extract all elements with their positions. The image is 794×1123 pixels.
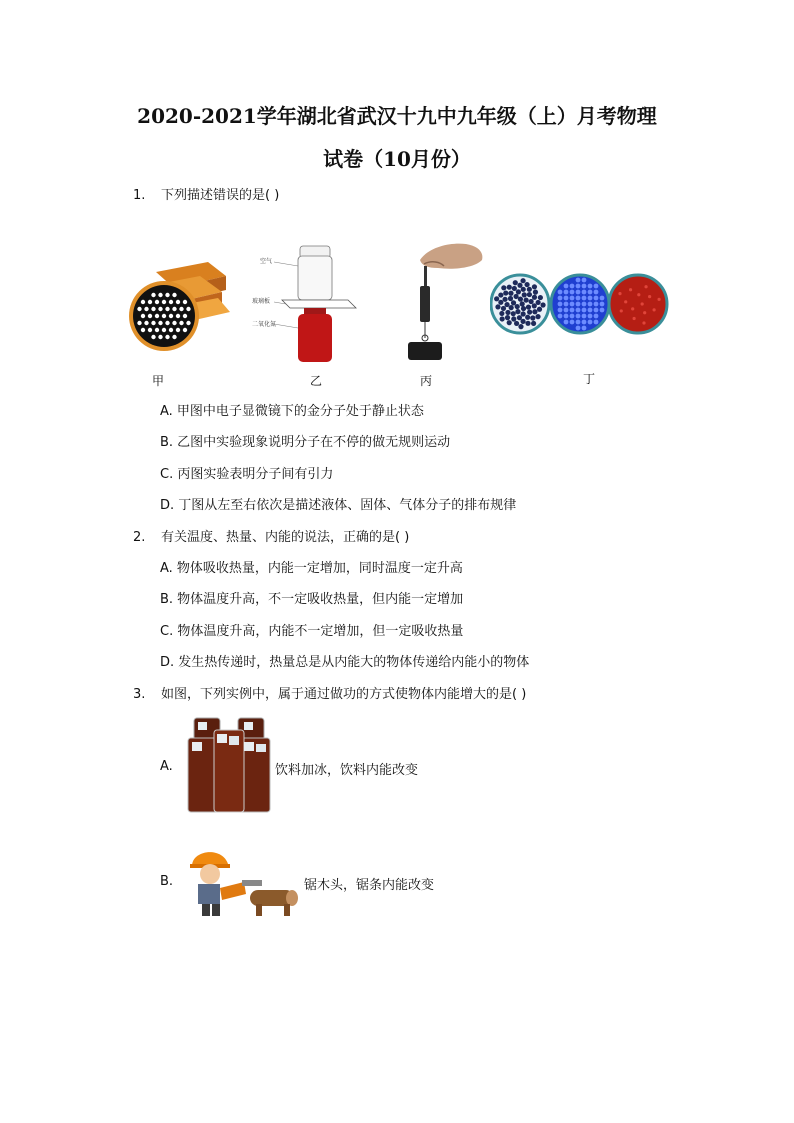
q3-option-b-label[interactable]: B. <box>160 874 174 889</box>
q3-option-a-text: 饮料加冰，饮料内能改变 <box>275 763 419 778</box>
gold-molecules-figure <box>126 258 232 358</box>
question-2 <box>133 526 409 545</box>
diffusion-bottles-figure <box>252 244 362 366</box>
q1-option-d[interactable]: D. 丁图从左至右依次是描述液体、固体、气体分子的排布规律 <box>160 498 517 513</box>
question-number: 3. <box>133 687 146 702</box>
q2-option-d[interactable]: D. 发生热传递时，热量总是从内能大的物体传递给内能小的物体 <box>160 655 530 670</box>
question-stem: 如图，下列实例中，属于通过做功的方式使物体内能增大的是( ) <box>161 687 527 702</box>
q2-option-a[interactable]: A. 物体吸收热量，内能一定增加，同时温度一定升高 <box>160 561 463 576</box>
question-stem: 下列描述错误的是( ) <box>161 188 280 203</box>
sawing-wood-figure <box>186 840 302 918</box>
q1-option-a[interactable]: A. 甲图中电子显微镜下的金分子处于静止状态 <box>160 404 424 419</box>
molecule-arrangement-figure <box>490 268 670 340</box>
lead-blocks-figure <box>404 238 484 368</box>
question-3 <box>133 683 526 702</box>
q3-option-b-text: 锯木头，锯条内能改变 <box>304 878 435 893</box>
figure-caption-bing: 丙 <box>420 374 433 388</box>
iced-drinks-figure <box>184 712 274 816</box>
q1-option-c[interactable]: C. 丙图实验表明分子间有引力 <box>160 467 334 482</box>
question-number: 1. <box>133 188 146 203</box>
page-title-line1: 2020-2021学年湖北省武汉十九中九年级（上）月考物理 <box>137 104 657 128</box>
figure-caption-jia: 甲 <box>152 374 165 388</box>
question-stem: 有关温度、热量、内能的说法，正确的是( ) <box>161 530 410 545</box>
question-1 <box>133 184 279 203</box>
q3-option-a-label[interactable]: A. <box>160 759 173 774</box>
question-number: 2. <box>133 530 146 545</box>
label-air: 空气 <box>260 258 273 265</box>
q2-option-b[interactable]: B. 物体温度升高，不一定吸收热量，但内能一定增加 <box>160 592 464 607</box>
figure-caption-yi: 乙 <box>310 374 323 388</box>
figure-caption-ding: 丁 <box>583 372 596 386</box>
q1-option-b[interactable]: B. 乙图中实验现象说明分子在不停的做无规则运动 <box>160 435 451 450</box>
page-title-line2: 试卷（10月份） <box>323 147 471 171</box>
q2-option-c[interactable]: C. 物体温度升高，内能不一定增加，但一定吸收热量 <box>160 624 464 639</box>
label-glass-plate: 玻璃板 <box>252 298 271 305</box>
label-nitrogen-dioxide: 二氧化氮 <box>252 321 277 328</box>
